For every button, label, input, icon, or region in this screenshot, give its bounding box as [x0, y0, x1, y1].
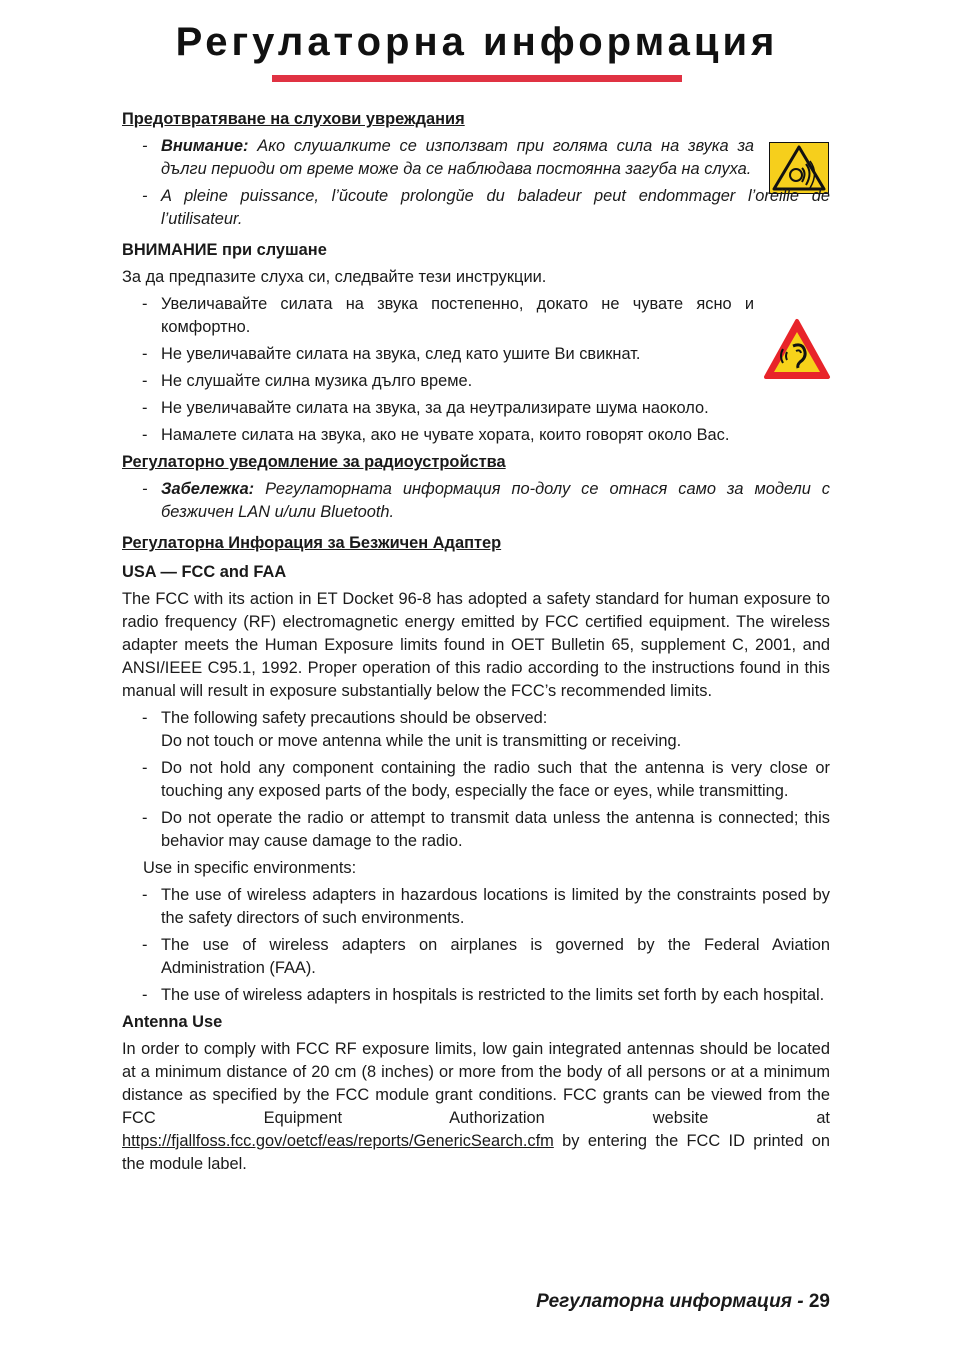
antenna-paragraph	[122, 1038, 830, 1176]
list-item: - Увеличавайте силата на звука постепенно, докато не чувате ясно и комфортно.	[142, 295, 754, 336]
list-item-text: The following safety precautions should be observed:	[161, 709, 548, 727]
list-item: - Do not hold any component containing the radio such that the antenna is very close or touching any exposed parts of the body, especially the face or eyes, while transmitting.	[142, 759, 830, 800]
list-item-text: Do not hold any component containing the radio such that the antenna is very close or touching any exposed parts of the body, especially the face or eyes, while transmitting.	[161, 759, 830, 800]
environments-intro: Use in specific environments:	[143, 859, 357, 877]
list-item: - Намалете силата на звука, ако не чувате хората, които говорят около Вас.	[142, 426, 730, 444]
antenna-heading: Antenna Use	[122, 1013, 223, 1031]
list-item-text: The use of wireless adapters in hazardous locations is limited by the constraints posed by the safety directors of such environments.	[161, 886, 830, 927]
hearing-list	[122, 135, 830, 231]
list-item: - Не увеличавайте силата на звука, за да неутрализирате шума наоколо.	[142, 399, 709, 417]
list-item-text: Не слушайте силна музика дълго време.	[161, 372, 473, 390]
usa-heading: USA — FCC and FAA	[122, 563, 287, 581]
antenna-text: In order to comply with FCC RF exposure limits, low gain integrated antennas should be located at a minimum distance of 20 cm (8 inches) or more from the body of all persons or at a minimum distance as specified by the FCC module grant conditions. FCC grants can be viewed from the FCC Equipment Authorization website at	[122, 1040, 830, 1127]
list-item: - Забележка: Регулаторната информация по-долу се отнася само за модели с безжичен LAN и/или Bluetooth.	[142, 480, 830, 521]
list-item-text: Не увеличавайте силата на звука, след като ушите Ви свикнат.	[161, 345, 641, 363]
list-item: - The following safety precautions should be observed: Do not touch or move antenna while the unit is transmitting or receiving.	[142, 709, 682, 750]
list-item: - The use of wireless adapters in hazardous locations is limited by the constraints posed by the safety directors of such environments.	[142, 886, 830, 927]
list-item: - A pleine puissance, l’ŭcoute prolongŭe du baladeur peut endommager l’oreille de l’utilisateur.	[142, 187, 830, 228]
list-item-text: Увеличавайте силата на звука постепенно, докато не чувате ясно и комфортно.	[161, 295, 754, 336]
page-content	[122, 108, 830, 1176]
radio-notice-list	[122, 478, 830, 524]
list-item: - Не слушайте силна музика дълго време.	[142, 372, 473, 390]
listening-heading: ВНИМАНИЕ при слушане	[122, 241, 327, 259]
listening-intro: За да предпазите слуха си, следвайте тези инструкции.	[122, 268, 547, 286]
list-item-text: The use of wireless adapters on airplanes is governed by the Federal Aviation Administration (FAA).	[161, 936, 830, 977]
list-item: - Do not operate the radio or attempt to transmit data unless the antenna is connected; this behavior may cause damage to the radio.	[142, 809, 830, 850]
wireless-heading: Регулаторна Инфорация за Безжичен Адаптер	[122, 534, 502, 552]
list-item: - Не увеличавайте силата на звука, след като ушите Ви свикнат.	[142, 345, 641, 363]
caution-text: Ако слушалките се използват при голяма сила на звука за дълги периоди от време може да се наблюдава постоянна загуба на слуха.	[161, 137, 754, 178]
list-item-text: Намалете силата на звука, ако не чувате хората, които говорят около Вас.	[161, 426, 730, 444]
fcc-search-link[interactable]: https://fjallfoss.fcc.gov/oetcf/eas/reports/GenericSearch.cfm	[122, 1132, 554, 1150]
page-footer	[536, 1291, 830, 1313]
precautions-list	[122, 707, 830, 853]
list-item: - The use of wireless adapters on airplanes is governed by the Federal Aviation Administration (FAA).	[142, 936, 830, 977]
listening-list	[122, 293, 830, 447]
hearing-heading: Предотвратяване на слухови увреждания	[122, 110, 465, 128]
title-underline-bar	[272, 75, 682, 82]
page-title: Регулаторна информация	[175, 20, 779, 64]
usa-paragraph: The FCC with its action in ET Docket 96-8 has adopted a safety standard for human exposure to radio frequency (RF) electromagnetic energy emitted by FCC certified equipment. The wireless adapter meets the Human Exposure limits found in OET Bulletin 65, supplement C, 2001, and ANSI/IEEE C95.1, 1992. Proper operation of this radio according to the instructions found in this manual will result in exposure substantially below the FCC’s recommended limits.	[122, 590, 830, 700]
footer-title: Регулаторна информация -	[536, 1291, 809, 1312]
note-label: Забележка:	[161, 480, 255, 498]
page-number: 29	[808, 1291, 830, 1312]
list-item-text: The use of wireless adapters in hospitals is restricted to the limits set forth by each hospital.	[161, 986, 825, 1004]
list-item: - The use of wireless adapters in hospitals is restricted to the limits set forth by each hospital.	[142, 986, 825, 1004]
list-item-text: Do not operate the radio or attempt to transmit data unless the antenna is connected; this behavior may cause damage to the radio.	[161, 809, 830, 850]
list-item-text: Не увеличавайте силата на звука, за да неутрализирате шума наоколо.	[161, 399, 709, 417]
radio-notice-heading: Регулаторно уведомление за радиоустройства	[122, 453, 506, 471]
list-item-text: Do not touch or move antenna while the unit is transmitting or receiving.	[161, 732, 682, 750]
note-text: Регулаторната информация по-долу се отнася само за модели с безжичен LAN и/или Bluetooth.	[161, 480, 830, 521]
environments-list	[122, 884, 830, 1007]
antenna-text-end: by entering the FCC ID printed on the module label.	[122, 1132, 830, 1173]
caution-label: Внимание:	[161, 137, 249, 155]
list-item: - Внимание: Ако слушалките се използват при голяма сила на звука за дълги периоди от време може да се наблюдава постоянна загуба на слуха.	[142, 137, 754, 178]
french-caution-text: A pleine puissance, l’ŭcoute prolongŭe du baladeur peut endommager l’oreille de l’utilisateur.	[161, 187, 830, 228]
